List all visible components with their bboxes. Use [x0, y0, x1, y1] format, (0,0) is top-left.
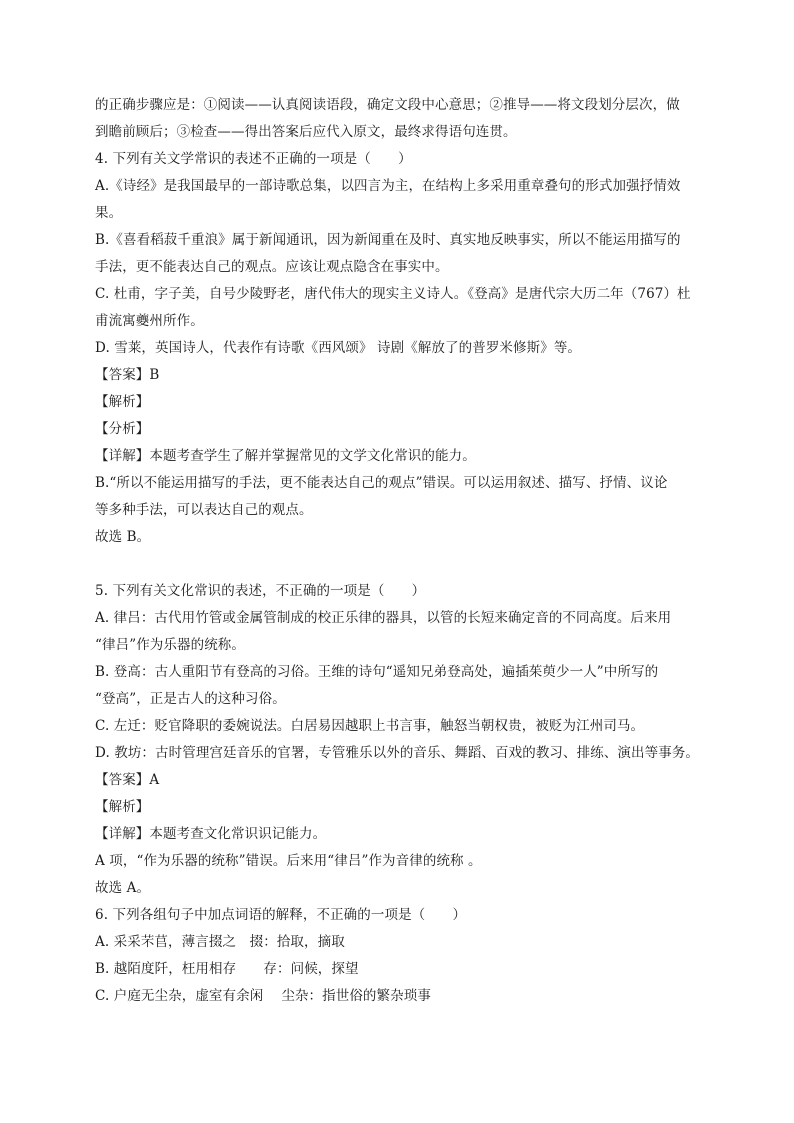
explanation: 【详解】本题考查学生了解并掌握常见的文学文化常识的能力。 [95, 448, 476, 464]
option-c: C. 户庭无尘杂，虚室有余闲 尘杂：指世俗的繁杂琐事 [95, 988, 431, 1004]
text-line: 的正确步骤应是：①阅读——认真阅读语段，确定文段中心意思；②推导——将文段划分层次，做 [95, 97, 680, 113]
option-d: D. 雪莱，英国诗人，代表作有诗歌《西风颂》 诗剧《解放了的普罗米修斯》等。 [95, 340, 582, 356]
option-a: A. 采采芣苢，薄言掇之 掇：拾取，摘取 [95, 934, 345, 950]
option-b-cont: 手法，更不能表达自己的观点。应该让观点隐含在事实中。 [95, 259, 449, 275]
explanation-text: A 项，“作为乐器的统称”错误。后来用“律吕”作为音律的统称 。 [95, 853, 482, 869]
option-a-cont: “律吕”作为乐器的统称。 [95, 637, 246, 653]
answer-label: 【答案】B [95, 367, 160, 383]
question-6-stem: 6. 下列各组句子中加点词语的解释，不正确的一项是（ ） [95, 907, 467, 923]
document-body [95, 92, 705, 1010]
explanation-text: B.“所以不能运用描写的手法，更不能表达自己的观点”错误。可以运用叙述、描写、抒情、议论 [95, 475, 668, 491]
option-a: A.《诗经》是我国最早的一部诗歌总集，以四言为主，在结构上多采用重章叠句的形式加强抒情效 [95, 178, 681, 194]
option-c-cont: 甫流寓夔州所作。 [95, 313, 204, 329]
analysis-label: 【解析】 [95, 394, 150, 410]
explanation-text-cont: 等多种手法，可以表达自己的观点。 [95, 502, 313, 518]
analysis-sub-label: 【分析】 [95, 421, 150, 437]
option-a: A. 律吕：古代用竹管或金属管制成的校正乐律的器具，以管的长短来确定音的不同高度。后来用 [95, 610, 672, 626]
blank-line [95, 551, 705, 578]
question-4-stem: 4. 下列有关文学常识的表述不正确的一项是（ ） [95, 151, 412, 167]
text-line: 到瞻前顾后；③检查——得出答案后应代入原文，最终求得语句连贯。 [95, 124, 517, 140]
answer-label: 【答案】A [95, 772, 160, 788]
option-a-cont: 果。 [95, 205, 123, 221]
option-d: D. 教坊：古时管理宫廷音乐的官署，专管雅乐以外的音乐、舞蹈、百戏的教习、排练、演出等事务。 [95, 745, 700, 761]
question-5-stem: 5. 下列有关文化常识的表述，不正确的一项是（ ） [95, 583, 426, 599]
option-b-cont: “登高”，正是古人的这种习俗。 [95, 691, 286, 707]
option-c: C. 杜甫，字子美，自号少陵野老，唐代伟大的现实主义诗人。《登高》是唐代宗大历二年（767）杜 [95, 286, 691, 302]
analysis-label: 【解析】 [95, 799, 150, 815]
option-b: B. 登高：古人重阳节有登高的习俗。王维的诗句“遥知兄弟登高处，遍插茱萸少一人”中所写的 [95, 664, 659, 680]
choice-conclusion: 故选 A。 [95, 880, 151, 896]
choice-conclusion: 故选 B。 [95, 529, 151, 545]
option-b: B. 越陌度阡，枉用相存 存：问候，探望 [95, 961, 359, 977]
explanation: 【详解】本题考查文化常识识记能力。 [95, 826, 327, 842]
option-c: C. 左迁：贬官降职的委婉说法。白居易因越职上书言事，触怒当朝权贵，被贬为江州司马。 [95, 718, 645, 734]
option-b: B.《喜看稻菽千重浪》属于新闻通讯，因为新闻重在及时、真实地反映事实，所以不能运用描写的 [95, 232, 681, 248]
